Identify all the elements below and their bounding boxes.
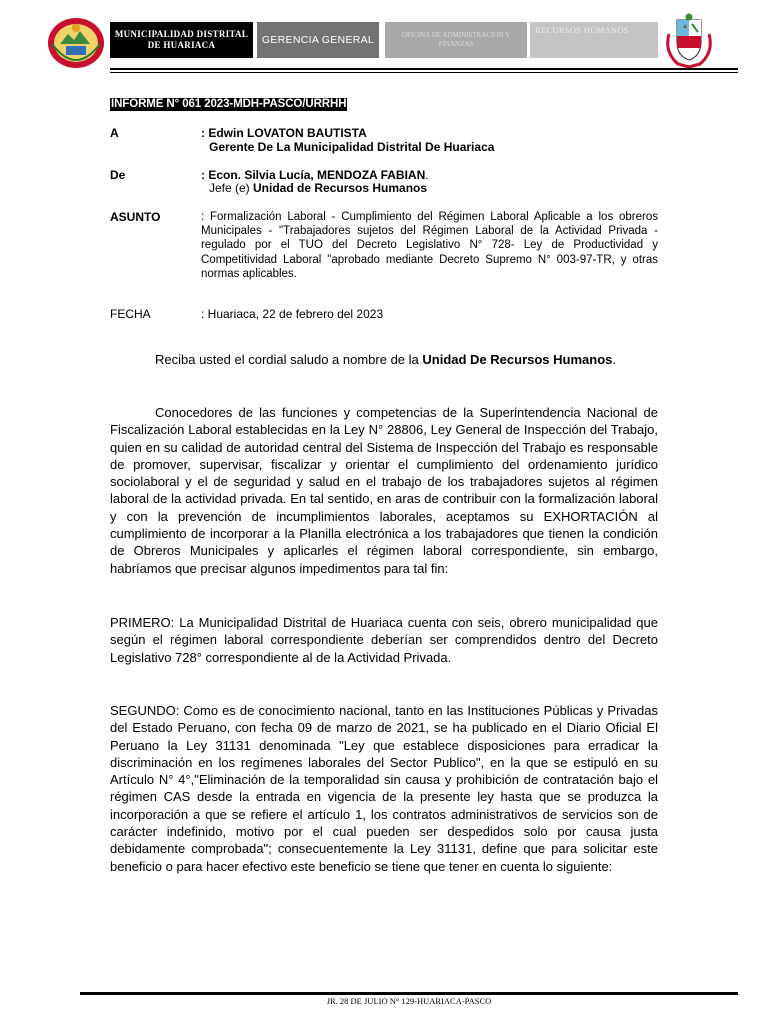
to-role: Gerente De La Municipalidad Distrital De Huariaca: [209, 140, 495, 154]
report-title: INFORME N° 061 2023-MDH-PASCO/URRHH: [111, 98, 347, 110]
from-label: De: [110, 168, 126, 182]
peru-coat-of-arms: [664, 12, 714, 68]
from-role-prefix: Jefe (e): [209, 181, 254, 195]
header-gerencia: GERENCIA GENERAL: [257, 22, 379, 58]
subject-text: : Formalización Laboral - Cumplimiento del Régimen Laboral Aplicable a los obreros Municipales - "Trabajadores sujetos del Régimen Laboral de la Actividad Privada -regulado por el TUO del Decreto Legislativo N° 728- Ley de Productividad y Competitividad Laboral "aprobado mediante Decreto Supremo N° 003-97-TR, y otras normas aplicables.: [201, 211, 658, 280]
subject-label: ASUNTO: [110, 210, 161, 224]
municipality-logo: [46, 14, 106, 70]
from-name-line: : Econ. Silvia Lucía, MENDOZA FABIAN.: [201, 168, 429, 182]
greeting-unit: Unidad De Recursos Humanos: [422, 352, 613, 367]
header-municipality: MUNICIPALIDAD DISTRITAL DE HUARIACA: [110, 22, 253, 58]
greeting-end: .: [612, 352, 617, 367]
header-rule: [110, 68, 738, 70]
paragraph-primero: PRIMERO: La Municipalidad Distrital de Huariaca cuenta con seis, obrero municipalidad que según el régimen laboral correspondiente deberían ser comprendidos dentro del Decreto Legislativo 728° correspondiente al de la Actividad Privada.: [110, 615, 658, 665]
footer-address: JR. 28 DE JULIO N° 129-HUARIACA-PASCO: [326, 996, 492, 1006]
to-name: : Edwin LOVATON BAUTISTA: [201, 126, 367, 140]
header-rule-thin: [110, 72, 738, 73]
to-label: A: [110, 126, 119, 140]
from-role-line: [209, 181, 427, 195]
greeting-paragraph: [110, 351, 658, 368]
from-name: : Econ. Silvia Lucía, MENDOZA FABIAN: [201, 168, 426, 182]
date-text: : Huariaca, 22 de febrero del 2023: [201, 307, 384, 321]
date-label: FECHA: [110, 307, 151, 321]
header-oficina: OFICINA DE ADMINISTRACION Y FINANZAS: [385, 22, 527, 58]
greeting-text: Reciba usted el cordial saludo a nombre de la: [155, 352, 423, 367]
paragraph-1: Conocedores de las funciones y competencias de la Superintendencia Nacional de Fiscalización Laboral establecidas en la Ley N° 28806, Ley General de Inspección del Trabajo, quien en su calidad de autoridad central del Sistema de Inspección del Trabajo es responsable de promover, supervisar, fiscalizar y orientar el cumplimiento del ordenamiento jurídico sociolaboral y el de seguridad y salud en el trabajo de los trabajadores sujetos al régimen laboral de la actividad privada. En tal sentido, en aras de contribuir con la formalización laboral y con la prevención de incumplimientos laborales, aceptamos su EXHORTACIÓN al cumplimiento de incorporar a la Planilla electrónica a los trabajadores que tienen la condición de Obreros Municipales y aplicarles el régimen laboral correspondiente, sin embargo, habríamos que precisar algunos impedimentos para tal fin:: [110, 405, 658, 576]
header-unit: RECURSOS HUMANOS: [530, 22, 658, 58]
from-role: Unidad de Recursos Humanos: [253, 181, 428, 195]
footer-rule: [80, 992, 738, 995]
paragraph-segundo: SEGUNDO: Como es de conocimiento nacional, tanto en las Instituciones Públicas y Privadas del Estado Peruano, con fecha 09 de marzo de 2021, se ha publicado en el Diario Oficial El Peruano la Ley 31131 denominada "Ley que establece disposiciones para erradicar la discriminación en los regímenes laborales del Sector Publico", en la que se estipuló en su Artículo N° 4°,"Eliminación de la temporalidad sin causa y prohibición de contratación bajo el régimen CAS desde la entrada en vigencia de la presente ley hasta que se produzca la incorporación a que se refiere el artículo 1, los contratos administrativos de servicios son de carácter indefinido, motivo por el cual pueden ser despedidos solo por causa justa debidamente comprobada"; consecuentemente la Ley 31131, define que para solicitar este beneficio o para hacer efectivo este beneficio se tiene que tener en cuenta lo siguiente:: [110, 703, 658, 874]
